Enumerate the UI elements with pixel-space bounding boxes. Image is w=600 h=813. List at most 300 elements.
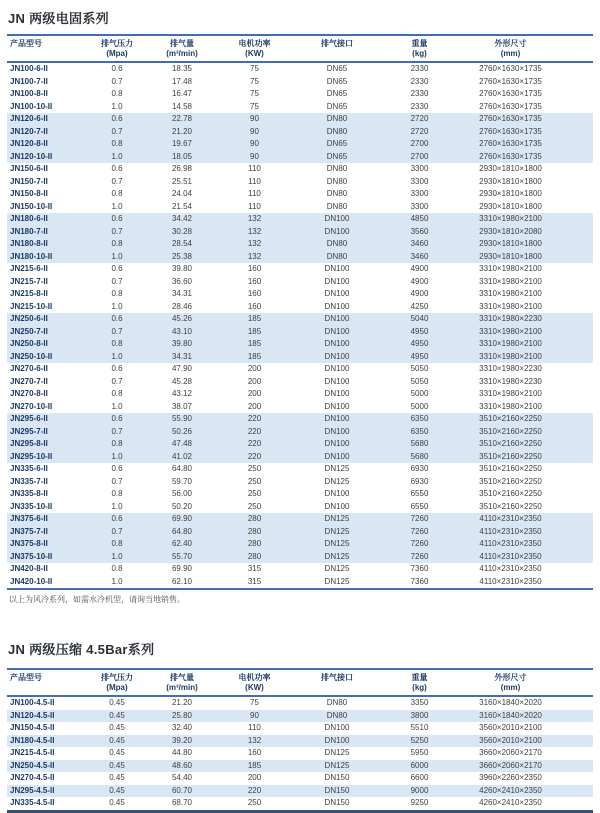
table-row (7, 326, 593, 339)
cell-value: 2760×1630×1735 (479, 101, 542, 111)
cell-value: 280 (247, 514, 262, 523)
cell-value: 3560×2010×2100 (479, 735, 542, 745)
cell-value: 4900 (410, 276, 429, 286)
cell-model: JN150-10-II (10, 201, 53, 211)
cell-value: 3510×2160×2250 (479, 451, 542, 461)
cell-value: 3460 (410, 251, 429, 261)
cell-value: 315 (247, 564, 262, 573)
cell-model: JN120-10-II (10, 151, 53, 161)
cell-value: 69.90 (171, 514, 193, 523)
cell-value: 18.35 (171, 64, 193, 73)
cell-value: 50.20 (171, 501, 193, 511)
table-row (7, 401, 593, 414)
cell-value: 5050 (410, 376, 429, 386)
cell-value: 7260 (410, 539, 429, 548)
cell-value: 1.0 (111, 301, 123, 311)
table-row (7, 313, 593, 326)
cell-value: DN80 (326, 251, 348, 261)
table-row (7, 238, 593, 251)
cell-value: 25.38 (171, 251, 193, 261)
cell-model: JN215-10-II (10, 301, 53, 311)
cell-value: 4110×2310×2350 (479, 564, 542, 573)
cell-value: 1.0 (111, 576, 123, 586)
cell-value: 28.54 (171, 239, 193, 248)
cell-value: 200 (247, 389, 262, 398)
table-row (7, 451, 593, 464)
cell-value: 220 (247, 426, 262, 436)
table-row (7, 88, 593, 101)
cell-value: 75 (250, 64, 259, 73)
cell-value: 2930×1810×1800 (479, 251, 542, 261)
table-row (7, 551, 593, 564)
table-row (7, 263, 593, 276)
cell-value: DN100 (324, 426, 350, 436)
cell-value: 3560 (410, 226, 429, 236)
cell-value: 2930×1810×1800 (479, 239, 542, 248)
cell-value: 1.0 (111, 351, 123, 361)
table-row (7, 463, 593, 476)
cell-value: 2930×1810×2080 (479, 226, 542, 236)
footnote: 以上为风冷系列，如需水冷机型，请询当地销售。 (9, 595, 185, 604)
cell-value: DN65 (326, 76, 348, 86)
column-header: 外形尺寸 (mm) (462, 669, 593, 696)
cell-value: DN100 (324, 226, 350, 236)
cell-value: 0.45 (109, 698, 125, 707)
cell-value: 5040 (410, 314, 429, 323)
cell-value: 9250 (410, 798, 429, 807)
cell-value: 3300 (410, 176, 429, 186)
cell-value: 3300 (410, 201, 429, 211)
cell-value: 0.45 (109, 735, 125, 745)
cell-value: DN100 (324, 489, 350, 498)
column-header: 排气量 (m³/min) (152, 669, 212, 696)
cell-model: JN100-10-II (10, 101, 53, 111)
cell-value: 132 (247, 239, 262, 248)
table-row (7, 188, 593, 201)
cell-value: 160 (247, 276, 262, 286)
cell-model: JN150-6-II (10, 164, 48, 173)
cell-value: 3310×1980×2100 (479, 389, 542, 398)
cell-model: JN250-10-II (10, 351, 53, 361)
cell-value: 47.48 (171, 439, 193, 448)
cell-value: 21.20 (171, 126, 193, 136)
table-row (7, 338, 593, 351)
cell-value: 75 (250, 698, 259, 707)
cell-value: 185 (247, 339, 262, 348)
cell-model: JN295-7-II (10, 426, 48, 436)
cell-value: DN80 (326, 710, 348, 720)
cell-value: 250 (247, 476, 262, 486)
table-row (7, 76, 593, 89)
cell-value: 3660×2060×2170 (479, 748, 542, 757)
cell-value: 250 (247, 501, 262, 511)
column-header: 排气压力 (Mpa) (82, 35, 152, 62)
cell-value: 0.6 (111, 364, 123, 373)
cell-value: 1.0 (111, 401, 123, 411)
table-row (7, 710, 593, 723)
table-row (7, 388, 593, 401)
cell-value: 250 (247, 489, 262, 498)
cell-value: 3510×2160×2250 (479, 464, 542, 473)
cell-value: DN100 (324, 723, 350, 732)
table-row (7, 101, 593, 114)
table-row (7, 576, 593, 590)
cell-model: JN270-7-II (10, 376, 48, 386)
cell-value: 2760×1630×1735 (479, 64, 542, 73)
cell-value: DN65 (326, 89, 348, 98)
cell-value: 3310×1980×2100 (479, 264, 542, 273)
cell-model: JN270-8-II (10, 389, 48, 398)
cell-value: 132 (247, 226, 262, 236)
cell-value: 34.42 (171, 214, 193, 223)
column-header: 产品型号 (7, 669, 82, 696)
table-row (7, 276, 593, 289)
column-header: 电机功率 (KW) (212, 35, 297, 62)
table-row (7, 797, 593, 811)
cell-model: JN250-7-II (10, 326, 48, 336)
cell-value: 2330 (410, 101, 429, 111)
section-title-45bar: JN 两级压缩 4.5Bar系列 (8, 642, 155, 657)
table-row (7, 563, 593, 576)
cell-value: 0.6 (111, 514, 123, 523)
cell-model: JN295-10-II (10, 451, 53, 461)
cell-value: 39.20 (171, 735, 193, 745)
cell-value: 4250 (410, 301, 429, 311)
cell-value: 4950 (410, 326, 429, 336)
cell-value: 0.45 (109, 785, 125, 795)
table-row (7, 288, 593, 301)
table-row (7, 735, 593, 748)
cell-model: JN335-7-II (10, 476, 48, 486)
cell-model: JN270-10-II (10, 401, 53, 411)
cell-value: 3460 (410, 239, 429, 248)
cell-value: 6550 (410, 501, 429, 511)
cell-value: 62.10 (171, 576, 193, 586)
table-row (7, 163, 593, 176)
cell-value: 3310×1980×2100 (479, 326, 542, 336)
cell-value: 5000 (410, 401, 429, 411)
cell-value: 2330 (410, 89, 429, 98)
cell-value: 5250 (410, 735, 429, 745)
cell-model: JN180-7-II (10, 226, 48, 236)
cell-value: 0.8 (111, 89, 123, 98)
cell-value: 3510×2160×2250 (479, 489, 542, 498)
cell-value: 2700 (410, 139, 429, 148)
cell-value: 132 (247, 735, 262, 745)
cell-value: 1.0 (111, 101, 123, 111)
cell-value: 185 (247, 326, 262, 336)
cell-value: DN100 (324, 376, 350, 386)
cell-value: DN80 (326, 239, 348, 248)
cell-value: 110 (248, 176, 261, 186)
cell-value: 3160×1840×2020 (479, 698, 542, 707)
table-row (7, 476, 593, 489)
table-row (7, 513, 593, 526)
cell-value: 44.80 (171, 748, 193, 757)
cell-value: 7360 (410, 576, 429, 586)
cell-value: DN125 (324, 760, 350, 770)
cell-value: 200 (247, 364, 262, 373)
page-title: JN 两级电固系列 (8, 11, 109, 26)
cell-value: 0.45 (109, 723, 125, 732)
cell-model: JN120-4.5-II (10, 710, 55, 720)
cell-value: 3310×1980×2100 (479, 289, 542, 298)
cell-value: 90 (250, 151, 259, 161)
table-row (7, 413, 593, 426)
cell-value: DN125 (324, 464, 350, 473)
cell-value: 0.7 (111, 276, 123, 286)
cell-value: 2760×1630×1735 (479, 139, 542, 148)
cell-value: 69.90 (171, 564, 193, 573)
cell-value: DN100 (324, 276, 350, 286)
cell-value: 0.7 (111, 126, 123, 136)
cell-value: DN65 (326, 101, 348, 111)
table-row (7, 176, 593, 189)
cell-model: JN295-4.5-II (10, 785, 55, 795)
cell-value: DN150 (324, 773, 350, 782)
cell-value: 90 (250, 139, 259, 148)
cell-value: 3310×1980×2100 (479, 339, 542, 348)
cell-value: DN100 (324, 501, 350, 511)
cell-value: 110 (248, 201, 261, 211)
cell-value: 3160×1840×2020 (479, 710, 542, 720)
cell-value: 18.05 (171, 151, 193, 161)
cell-value: 200 (247, 376, 262, 386)
cell-value: DN125 (324, 514, 350, 523)
cell-model: JN120-7-II (10, 126, 48, 136)
cell-value: 4900 (410, 264, 429, 273)
table-row (7, 785, 593, 798)
cell-value: 21.20 (171, 698, 193, 707)
cell-value: 250 (247, 798, 262, 807)
cell-value: 4110×2310×2350 (479, 526, 542, 536)
cell-value: DN100 (324, 389, 350, 398)
cell-value: 2330 (410, 76, 429, 86)
cell-value: 1.0 (111, 451, 123, 461)
cell-value: 6930 (410, 464, 429, 473)
cell-value: 43.10 (171, 326, 193, 336)
cell-value: 14.58 (171, 101, 193, 111)
cell-value: DN80 (326, 698, 348, 707)
cell-value: 62.40 (171, 539, 193, 548)
cell-value: 21.54 (171, 201, 193, 211)
cell-value: 0.6 (111, 164, 123, 173)
cell-value: 220 (247, 414, 262, 423)
cell-value: 315 (247, 576, 262, 586)
cell-model: JN295-6-II (10, 414, 48, 423)
cell-value: 280 (247, 551, 262, 561)
cell-value: 75 (250, 101, 259, 111)
cell-value: 25.51 (171, 176, 193, 186)
cell-value: 160 (247, 264, 262, 273)
cell-value: 60.70 (171, 785, 193, 795)
cell-value: 56.00 (171, 489, 193, 498)
cell-value: 5680 (410, 439, 429, 448)
cell-model: JN180-4.5-II (10, 735, 55, 745)
cell-model: JN150-4.5-II (10, 723, 55, 732)
table-row (7, 722, 593, 735)
table-row (7, 747, 593, 760)
cell-value: 45.28 (171, 376, 193, 386)
cell-value: 90 (250, 126, 259, 136)
cell-value: 185 (247, 351, 262, 361)
cell-value: 3310×1980×2230 (479, 364, 542, 373)
cell-value: 0.7 (111, 476, 123, 486)
cell-value: DN100 (324, 351, 350, 361)
cell-value: 0.45 (109, 773, 125, 782)
cell-model: JN295-8-II (10, 439, 48, 448)
cell-value: DN80 (326, 164, 348, 173)
cell-value: 54.40 (171, 773, 193, 782)
column-header: 排气压力 (Mpa) (82, 669, 152, 696)
cell-value: DN100 (324, 451, 350, 461)
cell-value: 6350 (410, 414, 429, 423)
cell-model: JN335-8-II (10, 489, 48, 498)
cell-value: 6000 (410, 760, 429, 770)
cell-value: 4850 (410, 214, 429, 223)
spec-table-45bar (7, 668, 593, 813)
cell-value: 1.0 (111, 501, 123, 511)
cell-value: 220 (247, 439, 262, 448)
cell-value: 7360 (410, 564, 429, 573)
cell-model: JN250-6-II (10, 314, 48, 323)
cell-value: 3560×2010×2100 (479, 723, 542, 732)
cell-value: 90 (250, 114, 259, 123)
section-two-stage-series (7, 8, 593, 605)
cell-model: JN420-10-II (10, 576, 53, 586)
cell-value: DN125 (324, 539, 350, 548)
cell-value: DN125 (324, 476, 350, 486)
cell-value: DN150 (324, 798, 350, 807)
cell-value: 0.8 (111, 339, 123, 348)
cell-value: 32.40 (171, 723, 193, 732)
cell-value: DN65 (326, 64, 348, 73)
table-row (7, 438, 593, 451)
cell-value: 3310×1980×2230 (479, 314, 542, 323)
cell-model: JN250-8-II (10, 339, 48, 348)
cell-value: 0.7 (111, 326, 123, 336)
cell-value: DN100 (324, 289, 350, 298)
cell-value: 9000 (410, 785, 429, 795)
cell-value: DN100 (324, 439, 350, 448)
cell-value: 0.8 (111, 439, 123, 448)
table-row (7, 226, 593, 239)
cell-value: 7260 (410, 526, 429, 536)
cell-value: 64.80 (171, 526, 193, 536)
cell-value: 0.6 (111, 314, 123, 323)
cell-value: 0.45 (109, 748, 125, 757)
cell-value: 2330 (410, 64, 429, 73)
cell-value: 55.70 (171, 551, 193, 561)
cell-model: JN375-8-II (10, 539, 48, 548)
cell-value: 1.0 (111, 251, 123, 261)
table-row (7, 696, 593, 710)
cell-value: DN80 (326, 201, 348, 211)
cell-value: 220 (247, 451, 262, 461)
cell-value: 2760×1630×1735 (479, 76, 542, 86)
cell-value: 22.78 (171, 114, 193, 123)
cell-model: JN120-6-II (10, 114, 48, 123)
cell-model: JN215-4.5-II (10, 748, 55, 757)
cell-value: 2760×1630×1735 (479, 114, 542, 123)
table-row (7, 538, 593, 551)
cell-value: 4110×2310×2350 (479, 576, 542, 586)
cell-value: 36.60 (171, 276, 193, 286)
cell-model: JN270-4.5-II (10, 773, 55, 782)
cell-value: 3310×1980×2100 (479, 401, 542, 411)
cell-model: JN180-8-II (10, 239, 48, 248)
cell-value: 0.45 (109, 760, 125, 770)
cell-value: 3310×1980×2230 (479, 376, 542, 386)
cell-value: DN100 (324, 301, 350, 311)
table-row (7, 760, 593, 773)
cell-value: 5510 (410, 723, 429, 732)
cell-model: JN100-4.5-II (10, 698, 55, 707)
cell-model: JN375-7-II (10, 526, 48, 536)
cell-value: 110 (248, 189, 261, 198)
cell-value: 160 (247, 301, 262, 311)
cell-value: 30.28 (171, 226, 193, 236)
cell-value: 41.02 (171, 451, 193, 461)
cell-value: 59.70 (171, 476, 193, 486)
column-header: 电机功率 (KW) (212, 669, 297, 696)
cell-model: JN100-6-II (10, 64, 48, 73)
cell-value: 48.60 (171, 760, 193, 770)
cell-value: 1.0 (111, 151, 123, 161)
table-row (7, 251, 593, 264)
cell-value: 39.80 (171, 339, 193, 348)
table-row (7, 62, 593, 76)
cell-value: 0.7 (111, 226, 123, 236)
cell-value: 110 (248, 164, 261, 173)
cell-value: DN80 (326, 189, 348, 198)
cell-value: 2760×1630×1735 (479, 126, 542, 136)
cell-value: 3510×2160×2250 (479, 501, 542, 511)
cell-value: 3310×1980×2100 (479, 351, 542, 361)
cell-value: 280 (247, 526, 262, 536)
cell-value: 0.8 (111, 139, 123, 148)
cell-value: DN100 (324, 314, 350, 323)
cell-value: 2930×1810×1800 (479, 164, 542, 173)
cell-value: 55.90 (171, 414, 193, 423)
cell-model: JN215-6-II (10, 264, 48, 273)
table-row (7, 363, 593, 376)
cell-value: 0.7 (111, 526, 123, 536)
cell-value: 0.7 (111, 176, 123, 186)
cell-value: 16.47 (171, 89, 193, 98)
table-row (7, 113, 593, 126)
cell-model: JN215-8-II (10, 289, 48, 298)
cell-value: 280 (247, 539, 262, 548)
cell-value: 2930×1810×1800 (479, 189, 542, 198)
cell-value: 0.45 (109, 798, 125, 807)
cell-value: 6600 (410, 773, 429, 782)
cell-value: 0.8 (111, 389, 123, 398)
cell-value: 3510×2160×2250 (479, 439, 542, 448)
cell-value: 47.90 (171, 364, 193, 373)
cell-value: DN80 (326, 176, 348, 186)
cell-value: 250 (247, 464, 262, 473)
cell-value: 185 (247, 314, 262, 323)
cell-value: 160 (247, 289, 262, 298)
column-header: 重量 (kg) (377, 669, 462, 696)
cell-value: 50.26 (171, 426, 193, 436)
cell-value: DN125 (324, 551, 350, 561)
cell-value: DN80 (326, 126, 348, 136)
cell-value: 0.8 (111, 189, 123, 198)
cell-value: 0.6 (111, 264, 123, 273)
cell-value: 2930×1810×1800 (479, 201, 542, 211)
